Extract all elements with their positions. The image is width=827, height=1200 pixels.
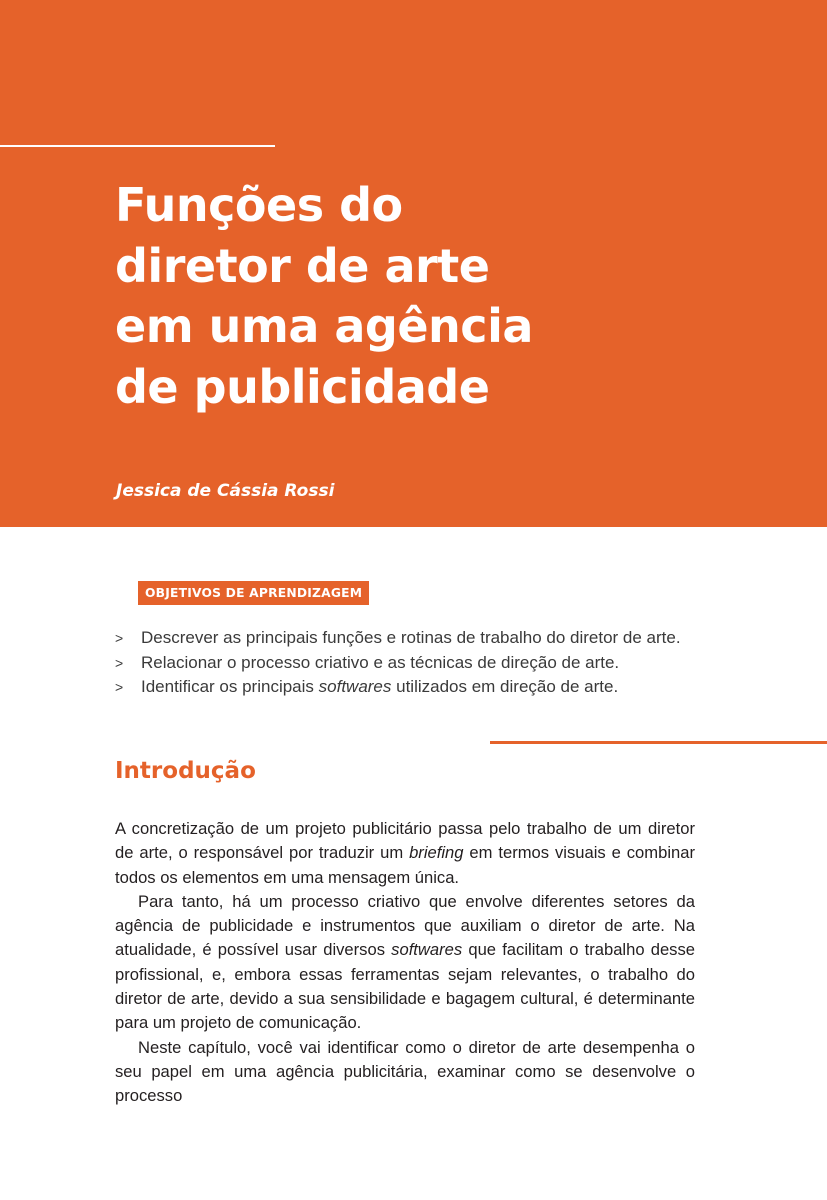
paragraph-text: que facilitam o trabalho desse profissional, e, embora essas ferramentas sejam relevantes, o trabalho do diretor de arte, devido a sua sensibilidade e bagagem cultural, é determinante para um projeto de comunicação. [115,940,695,1033]
paragraph: Neste capítulo, você vai identificar como o diretor de arte desempenha o seu papel em uma agência publicitária, examinar como se desenvolve o processo [115,1037,695,1106]
paragraph-text: A concretização de um projeto publicitário passa pelo trabalho de um diretor de arte, o responsável por traduzir um [115,819,695,863]
bullet-marker: > [115,654,124,671]
chapter-banner [0,0,827,527]
chapter-title [115,175,795,417]
objectives-list [115,626,681,700]
objective-text: Descrever as principais funções e rotinas de trabalho do diretor de arte. [141,628,681,647]
paragraph [115,817,695,890]
bullet-marker: > [115,679,124,695]
chapter-title-line: em uma agência [115,299,533,353]
objective-item [115,675,681,700]
objective-item [115,626,681,651]
section-rule [490,741,827,744]
paragraph [115,890,695,1036]
paragraph-text: em termos visuais e combinar todos os elementos em uma mensagem única. [115,843,695,887]
chapter-title-line: Funções do [115,178,403,232]
paragraph-text: Para tanto, há um processo criativo que envolve diferentes setores da agência de publicidade e instrumentos que auxiliam o diretor de arte. Na atualidade, é possível usar diversos [115,891,695,960]
objective-item [115,651,681,676]
banner-rule [0,145,275,147]
objective-text: utilizados em direção de arte. [391,677,619,696]
paragraph-emphasis: softwares [391,940,463,960]
objective-text: Relacionar o processo criativo e as técnicas de direção de arte. [141,652,620,672]
bullet-marker: > [115,630,124,646]
objective-emphasis: softwares [318,677,392,696]
paragraph-emphasis: briefing [409,843,464,863]
body-text [115,817,695,1109]
chapter-title-line: diretor de arte [115,238,490,293]
section-heading: Introdução [115,758,256,784]
author-name: Jessica de Cássia Rossi [116,481,335,501]
chapter-title-line: de publicidade [115,359,490,414]
objectives-badge: OBJETIVOS DE APRENDIZAGEM [138,581,369,605]
objective-text: Identificar os principais [141,677,319,696]
